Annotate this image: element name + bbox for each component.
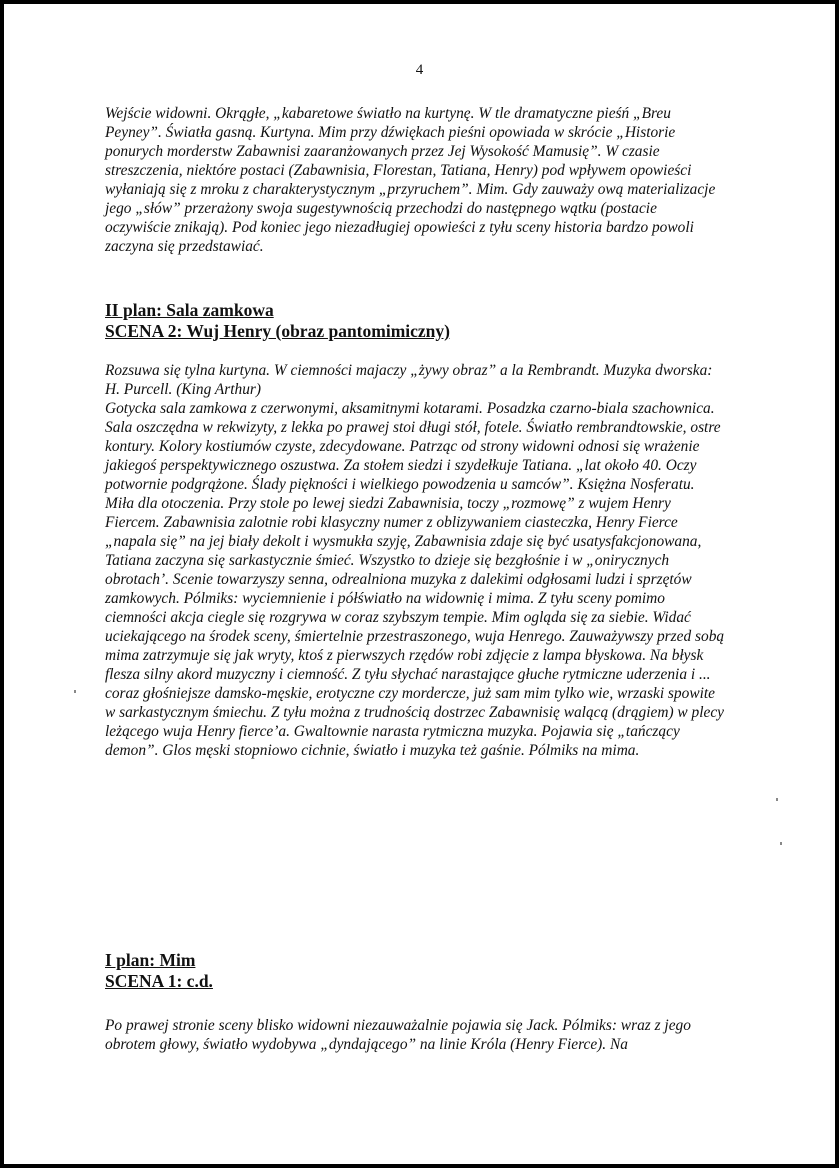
- section1-heading: [105, 950, 213, 992]
- scan-speck: [780, 842, 782, 845]
- scan-speck: [776, 798, 778, 801]
- section2-plan-title: II plan: Sala zamkowa: [105, 300, 274, 320]
- section1-paragraph: Po prawej stronie sceny blisko widowni niezauważalnie pojawia się Jack. Pólmiks: wraz z jego obrotem głowy, światło wydobywa „dyndającego” na linie Króla (Henry Fierce). Na: [105, 1017, 691, 1053]
- section2-paragraph-2: Gotycka sala zamkowa z czerwonymi, aksamitnymi kotarami. Posadzka czarno-biala szachownica. Sala oszczędna w rekwizyty, z lekka po prawej stoi długi stół, fotele. Światło rembrandtowskie, ostre kontury. Kolory kostiumów czyste, zdecydowane. Patrząc od strony widowni odnosi się wrażenie jakiegoś perspektywicznego oszustwa. Za stołem siedzi i szydełkuje Tatiana. „lat około 40. Oczy potwornie podgrążone. Ślady piękności i wielkiego powodzenia u samców”. Księżna Nosferatu. Miła dla otoczenia. Przy stole po lewej siedzi Zabawnisia, toczy „rozmowę” z wujem Henry Fiercem. Zabawnisia zalotnie robi klasyczny numer z oblizywaniem ciasteczka, Henry Fierce „napala się” na jej biały dekolt i wysmukła szyję, Zabawnisia zdaje się być usatysfakcjonowana, Tatiana zaczyna się sarkastycznie śmieć. Wszystko to dzieje się bezgłośnie i w „onirycznych obrotach’. Scenie towarzyszy senna, odrealniona muzyka z dalekimi odgłosami ludzi i sprzętów zamkowych. Pólmiks: wyciemnienie i półświatło na widownię i mima. Z tyłu sceny pomimo ciemności akcja ciegle się rozgrywa w coraz szybszym tempie. Mim ogląda się za siebie. Widać uciekającego na środek sceny, śmiertelnie przestraszonego, wuja Henrego. Zauważywszy przed sobą mima zatrzymuje się jak wryty, ktoś z pierwszych rzędów robi zdjęcie z lampa błyskowa. Na błysk flesza silny akord muzyczny i ciemność. Z tyłu słychać narastające głuche rytmiczne uderzenia i ... coraz głośniejsze damsko-męskie, erotyczne czy mordercze, już sam mim tylko wie, wrzaski spowite w sarkastycznym śmiechu. Z tyłu można z trudnością dostrzec Zabawnisię walącą (drągiem) w plecy leżącego wuja Henry fierce’a. Gwaltownie narasta rytmiczna muzyka. Pojawia się „tańczący demon”. Glos męski stopniowo cichnie, światło i muzyka też gaśnie. Pólmiks na mima.: [105, 400, 725, 759]
- page-number: 4: [415, 62, 424, 78]
- intro-paragraph: [105, 104, 725, 256]
- section1-body: [105, 1016, 725, 1054]
- section1-plan-title: I plan: Mim: [105, 950, 196, 970]
- section1-scene-title: SCENA 1: c.d.: [105, 971, 213, 991]
- section2-paragraph-1: Rozsuwa się tylna kurtyna. W ciemności majaczy „żywy obraz” a la Rembrandt. Muzyka dworska: H. Purcell. (King Arthur): [105, 362, 713, 398]
- section2-scene-title: SCENA 2: Wuj Henry (obraz pantomimiczny): [105, 321, 450, 341]
- section2-heading: [105, 300, 450, 342]
- section2-body: [105, 361, 725, 760]
- intro-text: Wejście widowni. Okrągłe, „kabaretowe światło na kurtynę. W tle dramatyczne pieśń „Breu Peyney”. Światła gasną. Kurtyna. Mim przy dźwiękach pieśni opowiada w skrócie „Historie ponurych morderstw Zabawnisi zaaranżowanych przez Jej Wysokość Mamusię”. W czasie streszczenia, niektóre postaci (Zabawnisia, Florestan, Tatiana, Henry) pod wpływem opowieści wyłaniają się z mroku z charakterystycznym „przyruchem”. Mim. Gdy zauważy ową materializacje jego „słów” przerażony swoja sugestywnością przechodzi do następnego wątku (postacie oczywiście znikają). Pod koniec jego niezadługiej opowieści z tyłu sceny historia bardzo powoli zaczyna się przedstawiać.: [105, 105, 716, 255]
- scan-speck: [74, 690, 76, 693]
